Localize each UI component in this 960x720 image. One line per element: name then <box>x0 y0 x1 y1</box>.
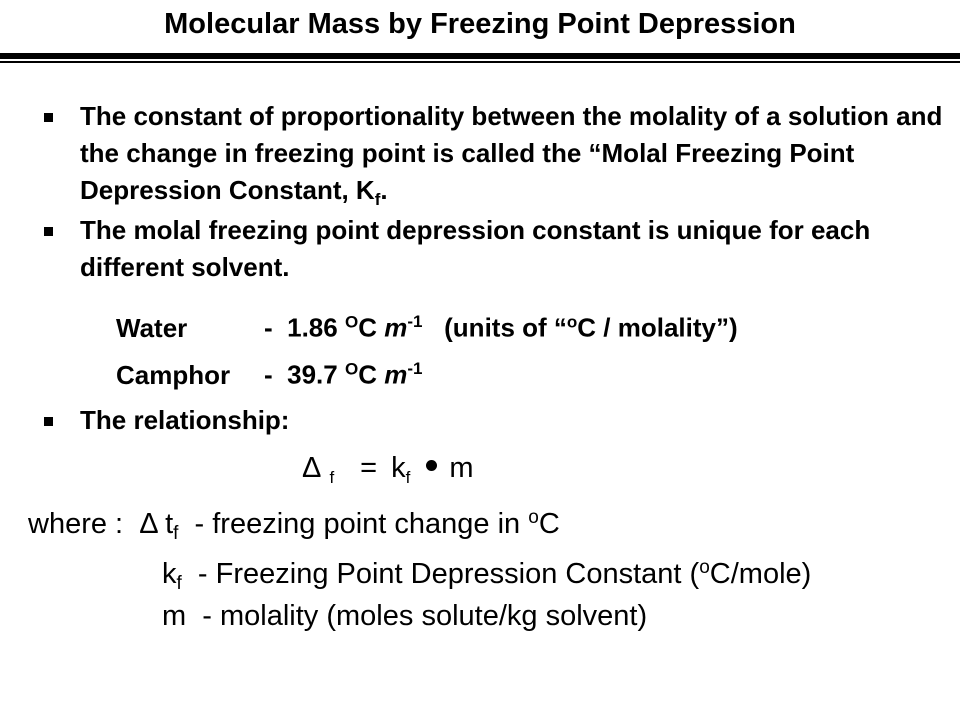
unit-c: C <box>358 312 377 343</box>
constant-water <box>116 303 738 347</box>
square-bullet-icon <box>44 227 53 236</box>
delta-subscript: f <box>329 468 335 487</box>
constant-camphor <box>116 350 422 394</box>
units-note-degree: o <box>566 312 578 332</box>
kf-subscript: f <box>176 573 182 594</box>
bullet-proportionality-constant <box>44 98 944 218</box>
bullet-relationship <box>44 402 944 439</box>
m-description: - molality (moles solute/kg solvent) <box>202 600 648 632</box>
bullet-text-main: The constant of proportionality between the molality of a solution and the change in freezing point is called the “Molal Freezing Point Depression Constant, K <box>80 101 943 205</box>
bullet-text: The relationship: <box>80 405 290 435</box>
delta-symbol: Δ <box>302 452 322 484</box>
definition-delta-t <box>28 498 560 554</box>
bullet-unique-constant <box>44 212 944 286</box>
k-symbol: k <box>391 452 406 484</box>
molality-symbol: m <box>384 312 408 343</box>
unit-c: C <box>538 508 560 540</box>
delta-t-symbol: Δ t <box>139 508 174 540</box>
m-symbol: m <box>449 452 474 484</box>
delta-t-description: - freezing point change in <box>194 508 521 540</box>
degree-symbol: o <box>699 557 710 578</box>
title-divider <box>0 53 960 61</box>
bullet-text: The molal freezing point depression constant is unique for each different solvent. <box>80 215 871 282</box>
constant-value: 39.7 <box>287 359 338 390</box>
multiply-dot-icon <box>426 460 437 471</box>
unit-c: C <box>358 359 377 390</box>
kf-description: - Freezing Point Depression Constant ( <box>197 558 700 590</box>
equals-sign: = <box>360 452 378 484</box>
constant-value: 1.86 <box>287 312 338 343</box>
bullet-text <box>80 98 944 218</box>
definition-m <box>162 596 647 636</box>
square-bullet-icon <box>44 113 53 122</box>
solvent-name: Camphor <box>116 359 231 390</box>
solvent-name: Water <box>116 312 188 343</box>
where-label: where : <box>28 508 124 540</box>
exponent: -1 <box>407 312 423 331</box>
separator: - <box>264 312 273 343</box>
bullet-text-end: . <box>380 175 388 205</box>
exponent: -1 <box>407 359 423 378</box>
m-symbol: m <box>162 600 187 632</box>
units-note-pre: (units of “ <box>444 312 567 343</box>
molality-symbol: m <box>384 359 408 390</box>
degree-symbol: o <box>528 507 539 528</box>
delta-t-subscript: f <box>173 523 179 544</box>
relationship-formula <box>302 448 474 498</box>
slide-title: Molecular Mass by Freezing Point Depression <box>164 8 796 40</box>
units-note-post: C / molality”) <box>577 312 738 343</box>
square-bullet-icon <box>44 417 53 426</box>
k-subscript: f <box>405 468 411 487</box>
degree-symbol: O <box>344 312 359 332</box>
kf-unit: C/mole) <box>709 558 812 590</box>
kf-subscript: f <box>374 190 381 210</box>
separator: - <box>264 359 273 390</box>
kf-symbol: k <box>162 558 177 590</box>
degree-symbol: O <box>344 359 359 379</box>
